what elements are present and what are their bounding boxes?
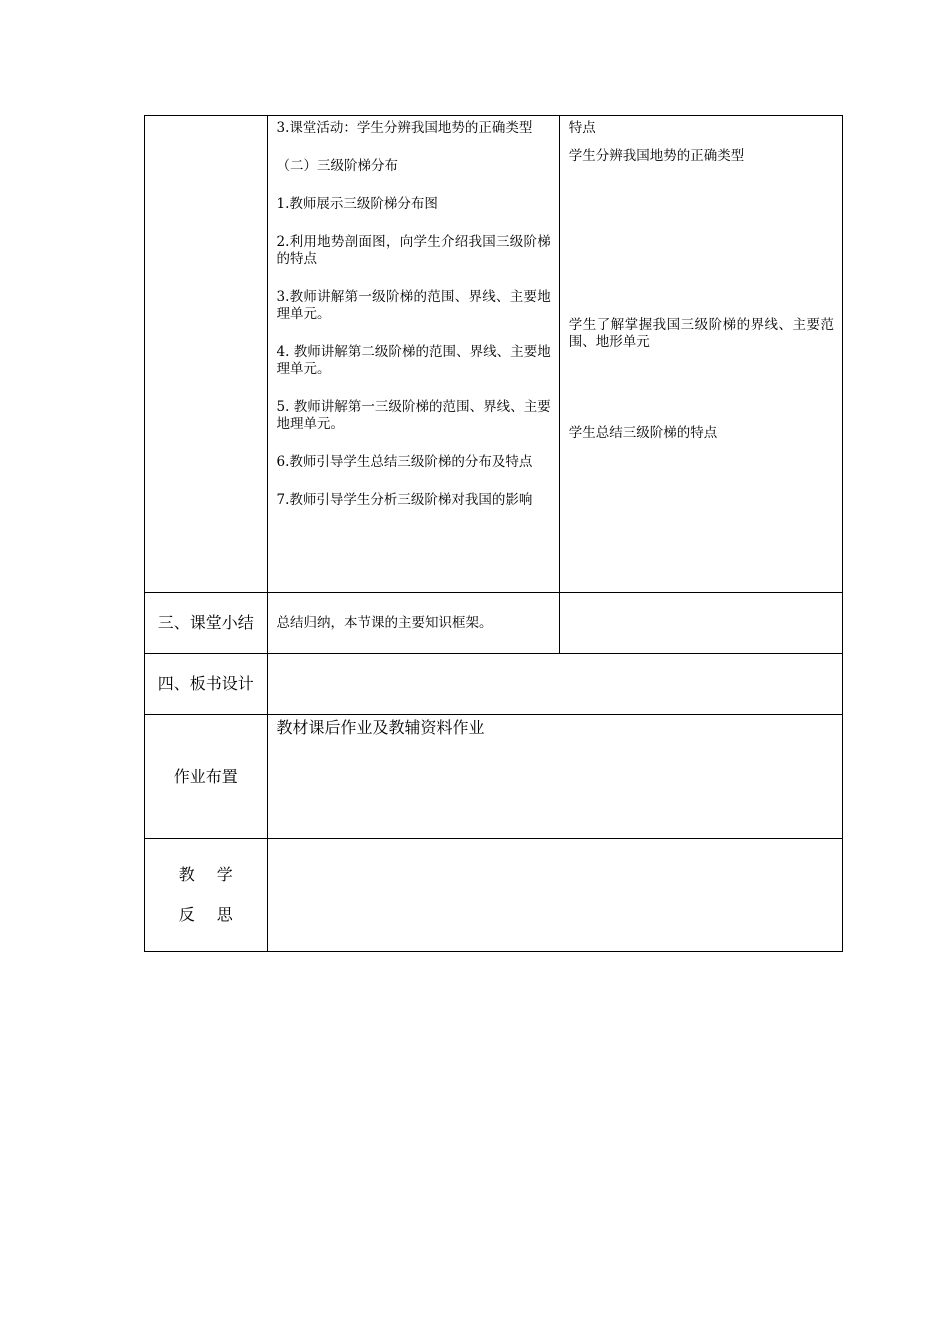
student-note: 学生总结三级阶梯的特点 xyxy=(568,425,718,441)
teacher-activity-cell xyxy=(267,116,559,593)
reflection-label-cell xyxy=(145,839,268,952)
teacher-step: 7.教师引导学生分析三级阶梯对我国的影响 xyxy=(276,492,533,508)
homework-content: 教材课后作业及教辅资料作业 xyxy=(276,718,485,737)
summary-label: 三、课堂小结 xyxy=(145,593,268,654)
student-note: 学生了解掌握我国三级阶梯的界线、主要范围、地形单元 xyxy=(568,317,834,350)
summary-empty-cell xyxy=(559,593,842,654)
activity-label-cell xyxy=(145,116,268,593)
homework-content-cell xyxy=(267,715,842,839)
reflection-row xyxy=(145,839,843,952)
board-design-row xyxy=(145,654,843,715)
student-activity-cell xyxy=(559,116,842,593)
homework-label: 作业布置 xyxy=(145,715,268,839)
reflection-label-line1: 教学 xyxy=(178,865,255,884)
student-note: 特点 xyxy=(568,120,596,136)
teacher-step: 5. 教师讲解第一三级阶梯的范围、界线、主要地理单元。 xyxy=(276,399,551,432)
teacher-step: 6.教师引导学生总结三级阶梯的分布及特点 xyxy=(276,454,533,470)
board-design-label: 四、板书设计 xyxy=(145,654,268,715)
teacher-step: 1.教师展示三级阶梯分布图 xyxy=(276,196,438,212)
teacher-step: 2.利用地势剖面图，向学生介绍我国三级阶梯的特点 xyxy=(276,234,551,267)
teacher-step: 4. 教师讲解第二级阶梯的范围、界线、主要地理单元。 xyxy=(276,344,551,377)
section-heading: （二）三级阶梯分布 xyxy=(276,158,399,174)
teacher-step: 3.教师讲解第一级阶梯的范围、界线、主要地理单元。 xyxy=(276,289,551,322)
summary-row xyxy=(145,593,843,654)
reflection-content-cell xyxy=(267,839,842,952)
reflection-label-line2: 反思 xyxy=(178,905,255,924)
board-design-content-cell xyxy=(267,654,842,715)
summary-content-cell xyxy=(267,593,559,654)
teacher-step: 3.课堂活动：学生分辨我国地势的正确类型 xyxy=(276,120,533,136)
lesson-plan-table xyxy=(144,115,843,952)
student-note: 学生分辨我国地势的正确类型 xyxy=(568,148,745,164)
homework-row xyxy=(145,715,843,839)
summary-content: 总结归纳，本节课的主要知识框架。 xyxy=(276,614,493,631)
activity-row xyxy=(145,116,843,593)
